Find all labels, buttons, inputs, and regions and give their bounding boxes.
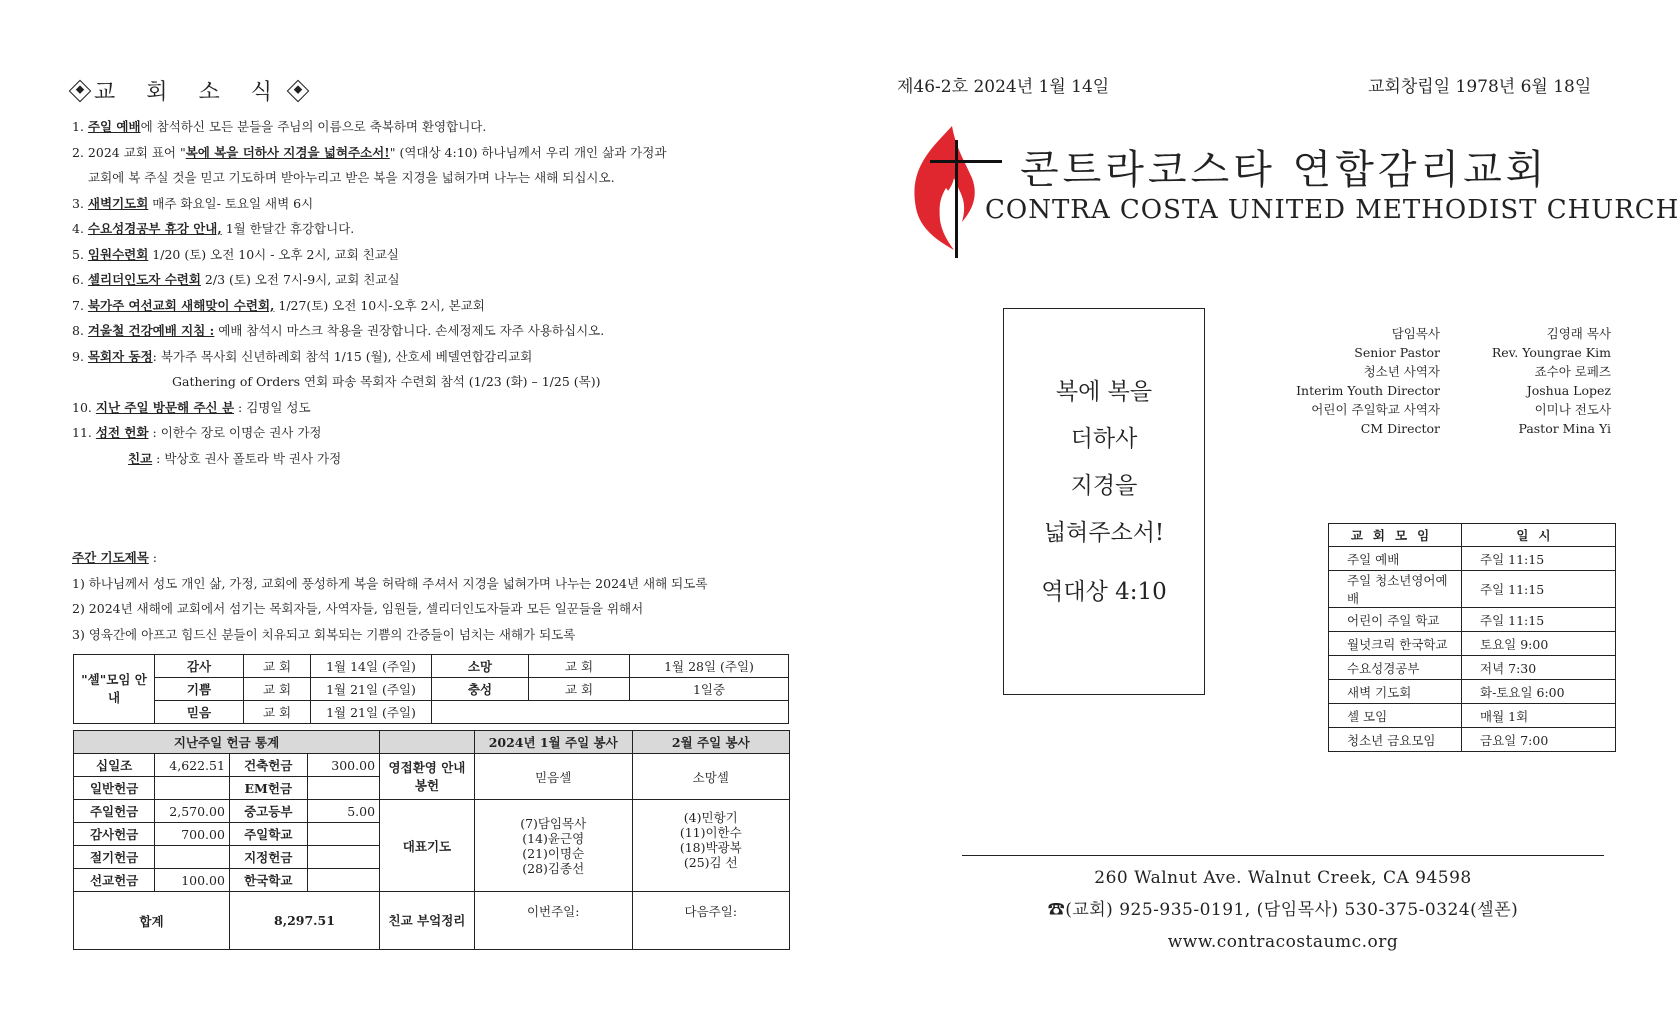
staff-name: 김영래 목사 — [1546, 326, 1611, 341]
news-text: 2024 교회 표어 " — [87, 144, 186, 160]
staff-name: 이미나 전도사 — [1534, 402, 1611, 417]
news-heading: 목회자 동정 — [87, 348, 153, 364]
address: 260 Walnut Ave. Walnut Creek, CA 94598 — [1094, 868, 1472, 888]
news-heading: 복에 복을 더하사 지경을 넓혀주소서! — [185, 144, 390, 160]
table-cell: 2,570.00 — [155, 800, 230, 823]
staff-role-en: Senior Pastor — [1354, 345, 1440, 360]
meeting-schedule-table — [1328, 523, 1616, 752]
news-text: 2/3 (토) 오전 7시-9시, 교회 친교실 — [200, 272, 400, 287]
table-row — [1329, 704, 1616, 728]
news-text: 에 참석하신 모든 분들을 주님의 이름으로 축복하며 환영합니다. — [140, 119, 487, 134]
meeting-time: 주일 11:15 — [1462, 547, 1616, 571]
staff-names — [1475, 324, 1611, 438]
prayer-item: 3) 영육간에 아프고 힘드신 분들이 치유되고 회복되는 기쁨의 간증들이 넘치는 새해가 되도록 — [72, 626, 576, 642]
news-text: : 이한수 장로 이명순 권사 가정 — [148, 425, 322, 440]
news-heading: 성전 헌화 — [95, 425, 149, 440]
news-heading: 주일 예배 — [87, 119, 141, 134]
news-item — [72, 344, 832, 370]
table-cell: 5.00 — [307, 800, 379, 823]
news-text: : 김명일 성도 — [234, 399, 311, 415]
news-heading: 임원수련회 — [87, 246, 149, 262]
table-cell: 1일중 — [630, 678, 789, 701]
news-text: " (역대상 4:10) 하나님께서 우리 개인 삶과 가정과 — [389, 144, 667, 160]
news-text: : 박상호 권사 폴토라 박 권사 가정 — [152, 450, 342, 466]
table-cell: 건축헌금 — [229, 754, 307, 777]
prayer-item: 2) 2024년 새해에 교회에서 섬기는 목회자들, 사역자들, 임원들, 셀리더인도자들과 모든 일꾼들을 위해서 — [72, 601, 644, 616]
news-item — [72, 242, 832, 268]
meeting-time: 매월 1회 — [1462, 704, 1616, 728]
table-cell: 십일조 — [74, 754, 155, 777]
table-row — [1329, 728, 1616, 752]
table-cell: 300.00 — [307, 754, 379, 777]
news-text: 교회에 복 주실 것을 믿고 기도하며 받아누리고 받은 복을 지경을 넓혀가며 나누는 새해 되십시오. — [88, 170, 615, 185]
service-jan-header: 2024년 1월 주일 봉사 — [474, 731, 632, 754]
table-cell: 감사헌금 — [74, 823, 155, 846]
table-row — [1329, 632, 1616, 656]
news-heading: 지난 주일 방문해 주신 분 — [95, 399, 235, 415]
meeting-name: 어린이 주일 학교 — [1329, 608, 1462, 632]
news-heading: 새벽기도회 — [87, 195, 149, 211]
meeting-time: 주일 11:15 — [1462, 608, 1616, 632]
prayer-section: 주간 기도제목 : 1) 하나님께서 성도 개인 삶, 가정, 교회에 풍성하게 복을 허락해 주셔서 지경을 넓혀가며 나누는 2024년 새해 되도록 2) 2024년 새해에 교회에서 섬기는 목회자들, 사역자들, 임원들, 셀리더인도자들과 모든 일꾼들을 위해서 3) 영육간에 아프고 힘드신 분들이 치유되고 회복되는 기쁨의 간증들이 넘치는 새해가 되도록 — [72, 545, 832, 647]
list-item: (25)김 선 — [683, 855, 738, 870]
news-item — [72, 446, 832, 472]
table-cell: 교 회 — [529, 655, 630, 678]
news-item — [72, 267, 832, 293]
news-heading: 셀리더인도자 수련회 — [87, 272, 201, 287]
news-item — [72, 216, 832, 242]
table-cell: 한국학교 — [229, 869, 307, 892]
list-item: (14)윤근영 — [522, 830, 585, 846]
news-heading — [72, 75, 306, 106]
table-cell: 충성 — [432, 678, 529, 701]
news-text: 예배 참석시 마스크 착용을 권장합니다. 손세정제도 자주 사용하십시오. — [214, 323, 605, 338]
cell-group-label: "셀"모임 안내 — [74, 655, 155, 724]
news-number: 2. — [72, 144, 84, 160]
staff-role-en: CM Director — [1360, 421, 1440, 436]
fellowship-feb: 다음주일: — [632, 892, 789, 950]
meeting-time: 금요일 7:00 — [1462, 728, 1616, 752]
church-name-korean: 콘트라코스타 연합감리교회 — [1020, 147, 1549, 193]
staff-role: 어린이 주일학교 사역자 — [1311, 402, 1440, 417]
prayer-leader-jan — [474, 800, 632, 892]
meeting-name: 셀 모임 — [1329, 704, 1462, 728]
prayer-leader-label: 대표기도 — [380, 800, 475, 892]
staff-name: 죠수아 로페즈 — [1534, 364, 1611, 379]
prayer-title: 주간 기도제목 — [72, 550, 149, 565]
table-cell: 선교헌금 — [74, 869, 155, 892]
meeting-rows — [1329, 547, 1616, 752]
news-item — [72, 191, 832, 217]
diamond-icon — [69, 79, 92, 102]
time-col-header: 일시 — [1462, 524, 1616, 547]
table-cell: 일반헌금 — [74, 777, 155, 800]
news-text: 매주 화요일- 토요일 새벽 6시 — [148, 195, 314, 211]
meeting-time: 저녁 7:30 — [1462, 656, 1616, 680]
staff-role: 청소년 사역자 — [1363, 364, 1440, 379]
theme-line: 더하사 — [1070, 426, 1138, 452]
theme-reference: 역대상 4:10 — [1041, 579, 1167, 605]
list-item: (18)박광복 — [679, 840, 742, 855]
meeting-name: 월넛크릭 한국학교 — [1329, 632, 1462, 656]
staff-name-en: Rev. Youngrae Kim — [1491, 345, 1611, 360]
news-item — [72, 140, 832, 166]
news-item — [72, 293, 832, 319]
news-item — [72, 165, 832, 191]
welcome-feb: 소망셀 — [632, 754, 789, 800]
news-text: 1/27(토) 오전 10시-오후 2시, 본교회 — [274, 297, 485, 313]
table-row — [1329, 608, 1616, 632]
meeting-time: 토요일 9:00 — [1462, 632, 1616, 656]
cell-group-table — [73, 654, 789, 724]
cross-horizontal — [930, 160, 1002, 163]
table-cell: 1월 21일 (주일) — [311, 701, 432, 724]
church-name-english: CONTRA COSTA UNITED METHODIST CHURCH — [985, 195, 1680, 225]
news-text: 1/20 (토) 오전 10시 - 오후 2시, 교회 친교실 — [148, 246, 399, 262]
issue-number: 제46-2호 2024년 1월 14일 — [897, 77, 1110, 97]
table-cell — [155, 777, 230, 800]
table-cell — [155, 846, 230, 869]
table-cell: 100.00 — [155, 869, 230, 892]
news-list — [72, 114, 832, 471]
phone: ☎(교회) 925-935-0191, (담임목사) 530-375-0324(셀폰) — [1047, 900, 1519, 920]
fellowship-label: 친교 부엌정리 — [380, 892, 475, 950]
theme-line: 넓혀주소서! — [1043, 520, 1165, 546]
news-number: 6. — [72, 272, 84, 287]
news-number: 11. — [72, 425, 92, 440]
meeting-col-header: 교회모임 — [1329, 524, 1462, 547]
list-item: (7)담임목사 — [520, 815, 587, 831]
table-cell: 주일헌금 — [74, 800, 155, 823]
list-item: (28)김종선 — [522, 860, 585, 876]
news-number: 3. — [72, 195, 84, 211]
diamond-icon — [287, 79, 310, 102]
table-cell — [380, 731, 475, 754]
table-row — [1329, 547, 1616, 571]
news-text: Gathering of Orders 연회 파송 목회자 수련회 참석 (1/23 (화) – 1/25 (목)) — [172, 374, 601, 389]
list-item: (21)이명순 — [522, 845, 585, 861]
table-cell: EM헌금 — [229, 777, 307, 800]
news-text: 1월 한달간 휴강합니다. — [221, 221, 355, 236]
table-cell: 4,622.51 — [155, 754, 230, 777]
fellowship-jan: 이번주일: — [474, 892, 632, 950]
meeting-name: 수요성경공부 — [1329, 656, 1462, 680]
staff-name-en: Joshua Lopez — [1526, 383, 1611, 398]
table-cell: 주일학교 — [229, 823, 307, 846]
service-feb-header: 2월 주일 봉사 — [632, 731, 789, 754]
staff-roles — [1250, 324, 1440, 438]
table-cell: 중고등부 — [229, 800, 307, 823]
offering-header: 지난주일 헌금 통계 — [74, 731, 380, 754]
table-cell — [307, 846, 379, 869]
news-number: 9. — [72, 348, 84, 364]
table-cell: 기쁨 — [155, 678, 244, 701]
table-row — [1329, 656, 1616, 680]
news-item — [72, 318, 832, 344]
welcome-jan: 믿음셀 — [474, 754, 632, 800]
table-cell: 소망 — [432, 655, 529, 678]
theme-line: 지경을 — [1070, 473, 1138, 499]
left-page — [0, 0, 820, 1020]
table-cell: 1월 28일 (주일) — [630, 655, 789, 678]
theme-verse-box — [1003, 308, 1205, 695]
news-item — [72, 369, 832, 395]
staff-role-en: Interim Youth Director — [1296, 383, 1440, 398]
flame-shape — [914, 126, 974, 250]
news-text: : 북가주 목사회 신년하례회 참석 1/15 (월), 산호세 베델연합감리교회 — [152, 348, 533, 364]
news-item — [72, 395, 832, 421]
table-cell — [307, 869, 379, 892]
prayer-leader-feb — [632, 800, 789, 892]
prayer-item: 1) 하나님께서 성도 개인 삶, 가정, 교회에 풍성하게 복을 허락해 주셔서 지경을 넓혀가며 나누는 2024년 새해 되도록 — [72, 575, 708, 591]
theme-line: 복에 복을 — [1055, 379, 1153, 405]
meeting-time: 화-토요일 6:00 — [1462, 680, 1616, 704]
table-cell: 교 회 — [244, 678, 311, 701]
news-title: 교 회 소 식 — [94, 80, 284, 105]
table-cell: 교 회 — [244, 655, 311, 678]
news-number: 5. — [72, 246, 84, 262]
news-heading: 겨울철 건강예배 지침 : — [87, 323, 215, 338]
staff-name-en: Pastor Mina Yi — [1518, 421, 1611, 436]
footer-divider — [962, 855, 1604, 856]
welcome-label: 영접환영 안내봉헌 — [380, 754, 475, 800]
table-cell: 1월 21일 (주일) — [311, 678, 432, 701]
table-cell: 700.00 — [155, 823, 230, 846]
cross-and-flame-logo — [902, 118, 1002, 258]
list-item: (4)민항기 — [683, 810, 738, 825]
table-cell — [307, 777, 379, 800]
table-cell: 절기헌금 — [74, 846, 155, 869]
cross-vertical — [955, 140, 958, 258]
table-cell — [432, 701, 789, 724]
meeting-name: 새벽 기도회 — [1329, 680, 1462, 704]
news-item — [72, 420, 832, 446]
offering-table — [73, 730, 790, 950]
meeting-name: 주일 예배 — [1329, 547, 1462, 571]
news-heading: 북가주 여선교회 새해맞이 수련회, — [87, 297, 275, 313]
table-cell: 감사 — [155, 655, 244, 678]
news-item — [72, 114, 832, 140]
table-cell: 1월 14일 (주일) — [311, 655, 432, 678]
total-label: 합계 — [74, 892, 230, 950]
total-value: 8,297.51 — [229, 892, 379, 950]
table-cell: 교 회 — [529, 678, 630, 701]
meeting-name: 주일 청소년영어예배 — [1329, 571, 1462, 608]
table-row — [1329, 571, 1616, 608]
table-cell: 교 회 — [244, 701, 311, 724]
news-number: 4. — [72, 221, 84, 236]
news-heading: 친교 — [128, 450, 153, 466]
news-number: 1. — [72, 119, 84, 134]
founding-date: 교회창립일 1978년 6월 18일 — [1368, 77, 1592, 97]
list-item: (11)이한수 — [679, 825, 742, 840]
website: www.contracostaumc.org — [1167, 932, 1399, 952]
church-contact — [962, 862, 1604, 958]
meeting-name: 청소년 금요모임 — [1329, 728, 1462, 752]
news-number: 7. — [72, 297, 84, 313]
table-row — [1329, 680, 1616, 704]
meeting-time: 주일 11:15 — [1462, 571, 1616, 608]
table-cell: 지정헌금 — [229, 846, 307, 869]
news-number: 8. — [72, 323, 84, 338]
table-cell: 믿음 — [155, 701, 244, 724]
news-heading: 수요성경공부 휴강 안내, — [87, 221, 222, 236]
news-number: 10. — [72, 399, 92, 415]
table-cell — [307, 823, 379, 846]
staff-role: 담임목사 — [1391, 326, 1440, 341]
